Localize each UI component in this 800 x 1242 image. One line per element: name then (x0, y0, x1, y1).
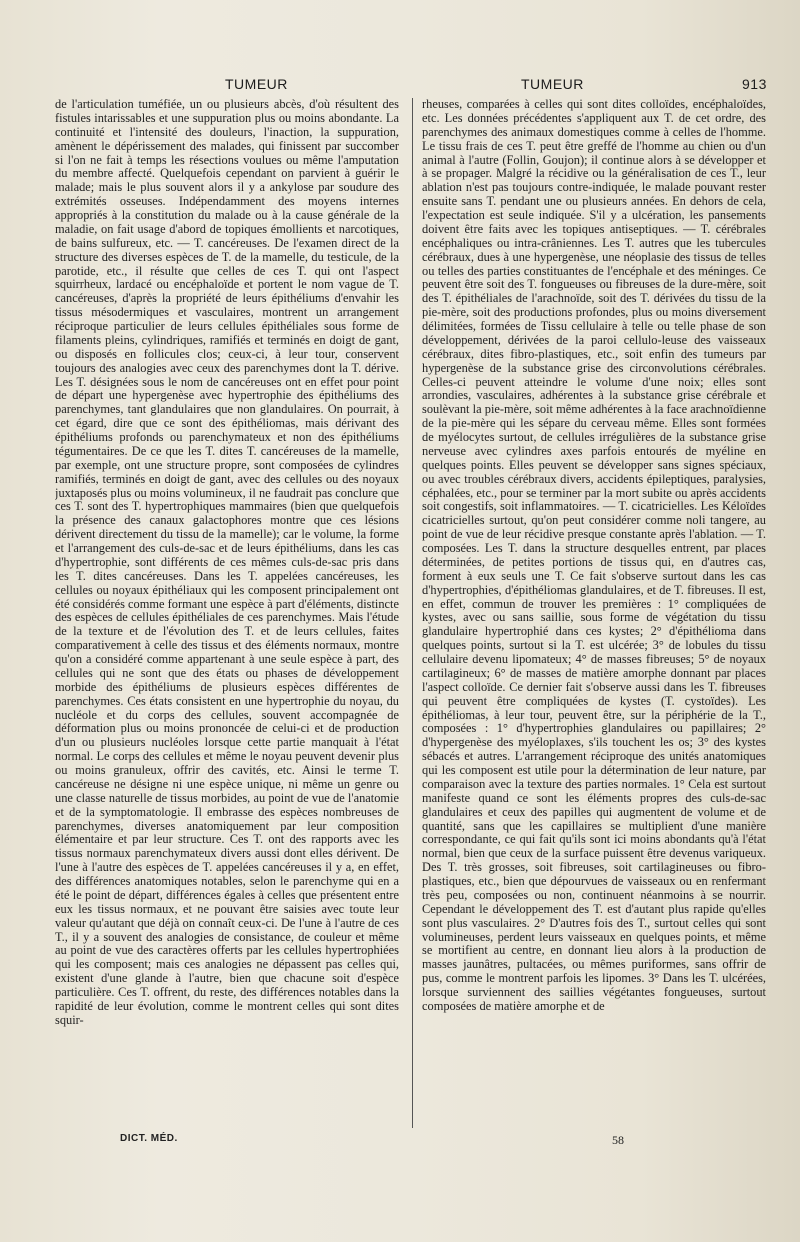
running-head-center: TUMEUR (521, 76, 584, 92)
left-column (55, 98, 399, 1126)
footer-signature: DICT. MÉD. (120, 1133, 178, 1144)
left-column-text: de l'articulation tuméfiée, un ou plusieurs abcès, d'où résultent des fistules intarissables et une suppuration plus ou moins abondante. La continuité et l'intensité des douleurs, l'inaction, la suppuration, amènent le dépérissement des malades, qui finissent par succomber si l'on ne fait à temps les résections voulues ou même l'amputation du membre affecté. Quelquefois cependant on parvient à guérir le malade; mais le plus souvent alors il y a ankylose par soudure des extrémités osseuses. Indépendamment des moyens internes appropriés à la constitution du malade ou à la cause générale de la maladie, on fait usage d'abord de topiques émollients et narcotiques, de bains sulfureux, etc. — T. cancéreuses. De l'examen direct de la structure des diverses espèces de T. de la mamelle, du testicule, de la parotide, etc., il résulte que celles de ces T. qui ont l'aspect squirrheux, lardacé ou encéphaloïde et portent le nom vague de T. cancéreuses, d'après la propriété de leurs épithéliums d'envahir les tissus mésodermiques et vasculaires, montrent un arrangement réciproque particulier de leurs cellules épithéliales sous forme de filaments pleins, cylindriques, ramifiés et terminés en doigt de gant, ou disposés en follicules clos; ceux-ci, à leur tour, conservent toujours des analogies avec ceux des parenchymes dont la T. dérive. Les T. désignées sous le nom de cancéreuses ont en effet pour point de départ une hypergenèse avec hypertrophie des épithéliums des parenchymes, tant glandulaires que non glandulaires. On pourrait, à cet égard, dire que ce sont des épithéliomas, mais dérivant des épithéliums profonds ou parenchymateux et non des épithéliums tégumentaires. De ce que les T. dites T. cancéreuses de la mamelle, par exemple, ont une structure propre, sont composées de cylindres ramifiés, terminés en doigt de gant, avec des cellules ou des noyaux juxtaposés plus ou moins volumineux, il ne faudrait pas conclure que ces T. sont des T. hypertrophiques mammaires (bien que quelquefois la présence des canaux galactophores montre que ces lésions dérivent directement du tissu de la mamelle); car le volume, la forme et l'arrangement des culs-de-sac et de leurs épithéliums, dans les cas d'hypertrophie, sont différents de ces mêmes culs-de-sac pris dans les T. dites cancéreuses. Dans les T. appelées cancéreuses, les cellules ou noyaux épithéliaux qui les composent principalement ont été considérés comme formant une espèce à part d'éléments, distincte des espèces de cellules épithéliales de ces parenchymes. Mais l'étude de la texture et de l'évolution des T. et de leurs cellules, faites comparativement à celle des tissus et des éléments normaux, montre qu'on a considéré comme appartenant à une seule espèce à part, des cellules qui ne sont que des états ou phases de développement morbide des épithéliums de plusieurs espèces différentes de parenchymes. Ces états consistent en une hypertrophie du noyau, du nucléole et du corps des cellules, souvent accompagnée de déformation plus ou moins prononcée de celui-ci et de production d'un ou plusieurs nucléoles lorsque cette partie manquait à l'état normal. Le corps des cellules et même le noyau peuvent devenir plus ou moins granuleux, offrir des cavités, etc. Ainsi le terme T. cancéreuse ne désigne ni une espèce unique, ni même un genre ou une classe naturelle de tissus morbides, au point de vue de l'anatomie et de la symptomatologie. Il embrasse des espèces nombreuses de parenchymes, diverses anatomiquement par leur composition élémentaire et par leur structure. Ces T. ont des rapports avec les tissus normaux parenchymateux divers aussi dont elles dérivent. De l'une à l'autre des espèces de T. appelées cancéreuses il y a, en effet, des différences anatomiques notables, selon le parenchyme qui en a été le point de départ, différences égales à celles que présentent entre eux les tissus normaux, et ne pouvant être saisies avec toute leur valeur qu'autant que déjà on connaît ceux-ci. De l'une à l'autre de ces T., il y a souvent des analogies de consistance, de couleur et même au point de vue des caractères offerts par les cellules hypertrophiées qui les composent; mais ces analogies ne dépassent pas celles qui, existent d'une glande à l'autre, bien que chacune soit d'espèce particulière. Ces T. offrent, du reste, des différences notables dans la rapidité de leur évolution, comme le montrent celles qui sont dites squir- (55, 98, 399, 1027)
footer-sheet-number: 58 (612, 1133, 624, 1147)
running-head-left: TUMEUR (225, 76, 288, 92)
right-column-text: rheuses, comparées à celles qui sont dites colloïdes, encéphaloïdes, etc. Les données précédentes s'appliquent aux T. de cet ordre, des parenchymes des animaux domestiques comme à celles de l'homme. Le tissu frais de ces T. peut être greffé de l'homme au chien ou d'un animal à l'autre (Follin, Goujon); il continue alors à se développer et à se propager. Malgré la récidive ou la généralisation de ces T., leur ablation n'est pas toujours contre-indiquée, le malade pouvant rester ensuite sans T. pendant une ou plusieurs années. En dehors de cela, l'expectation est seule indiquée. S'il y a ulcération, les pansements doivent être faits avec les topiques antiseptiques. — T. cérébrales encéphaliques ou intra-crâniennes. Les T. autres que les tubercules cérébraux, dues à une hypergenèse, une néoplasie des tissus de telles ou telles des parties constituantes de l'encéphale et des méninges. Ce peuvent être soit des T. fongueuses ou fibreuses de la dure-mère, soit des T. épithéliales de l'arachnoïde, soit des T. dérivées du tissu de la pie-mère, soit des productions profondes, plus ou moins diversement délimitées, formées de Tissu cellulaire à telle ou telle phase de son développement, dérivées de la paroi cellulo-leuse des vaisseaux cérébraux, dites fibro-plastiques, etc., soit enfin des tumeurs par hypergenèse de la substance grise des circonvolutions cérébrales. Celles-ci peuvent atteindre le volume d'une noix; elles sont arrondies, vasculaires, adhérentes à la substance grise cérébrale et soulèvant la pie-mère, soit même adhérentes à la face arachnoïdienne de la pie-mère qui les sépare du cerveau même. Elles sont formées de myélocytes surtout, de cellules irrégulières de la substance grise nerveuse avec cylindres axes parfois entourés de myéline en quelques points. Elles peuvent se développer sans signes spéciaux, ou avec troubles cérébraux divers, accidents épileptiques, paralysies, céphalées, etc., pour se terminer par la mort subite ou après accidents soit congestifs, soit inflammatoires. — T. cicatricielles. Les Kéloïdes cicatricielles surtout, qu'on peut considérer comme noli tangere, au point de vue de leur récidive presque constante après l'ablation. — T. composées. Les T. dans la structure desquelles entrent, par places déterminées, de petites portions de tissus qui, en d'autres cas, forment à eux seuls une T. Ce fait s'observe surtout dans les cas d'hypertrophies, d'épithéliomas glandulaires, et de T. fibreuses. Il est, en effet, commun de trouver les premières : 1° compliquées de kystes, avec ou sans saillie, sous forme de végétation du tissu glandulaire hypertrophié dans ces kystes; 2° d'épithélioma dans quelques points, surtout si la T. est ulcérée; 3° de lobules du tissu cellulaire devenu lipomateux; 4° de masses fibreuses; 5° de noyaux cartilagineux; 6° de masses de matière amorphe donnant par places l'aspect colloïde. Ce dernier fait s'observe aussi dans les T. fibreuses qui peuvent être compliquées de kystes (T. cystoïdes). Les épithéliomas, à leur tour, peuvent être, sur la périphérie de la T., composées : 1° d'hypertrophies glandulaires ou papillaires; 2° d'hypergenèse des myéloplaxes, s'ils touchent les os; 3° des kystes sébacés et autres. L'arrangement réciproque des unités anatomiques qui les composent est utile pour la détermination de leur nature, par comparaison avec la texture des parties normales. 1° Cela est surtout manifeste quand ce sont les éléments propres des culs-de-sac glandulaires et ceux des papilles qui augmentent de volume et de quantité, sans que les capillaires se multiplient d'une manière correspondante, ce qui fait qu'ils sont ici moins abondants qu'à l'état normal, bien que ceux de la surface puissent être devenus variqueux. Des T. très grosses, soit fibreuses, soit cartilagineuses ou fibro-plastiques, etc., bien que dépourvues de vaisseaux ou en renfermant très peu, composées ou non, continuent néanmoins à se nourrir. Cependant le développement des T. est d'autant plus rapide qu'elles sont plus vasculaires. 2° D'autres fois des T., surtout celles qui sont volumineuses, perdent leurs vaisseaux en quelques points, et même se mortifient au centre, en donnant lieu alors à la production de masses jaunâtres, pultacées, ou mêmes puriformes, sans offrir de pus, comme le montrent parfois les lipomes. 3° Dans les T. ulcérées, lorsque surviennent des saillies végétantes fongueuses, surtout composées de matière amorphe et de (422, 98, 766, 1013)
column-divider (412, 98, 413, 1128)
page-number: 913 (742, 76, 767, 92)
right-column (422, 98, 766, 1126)
